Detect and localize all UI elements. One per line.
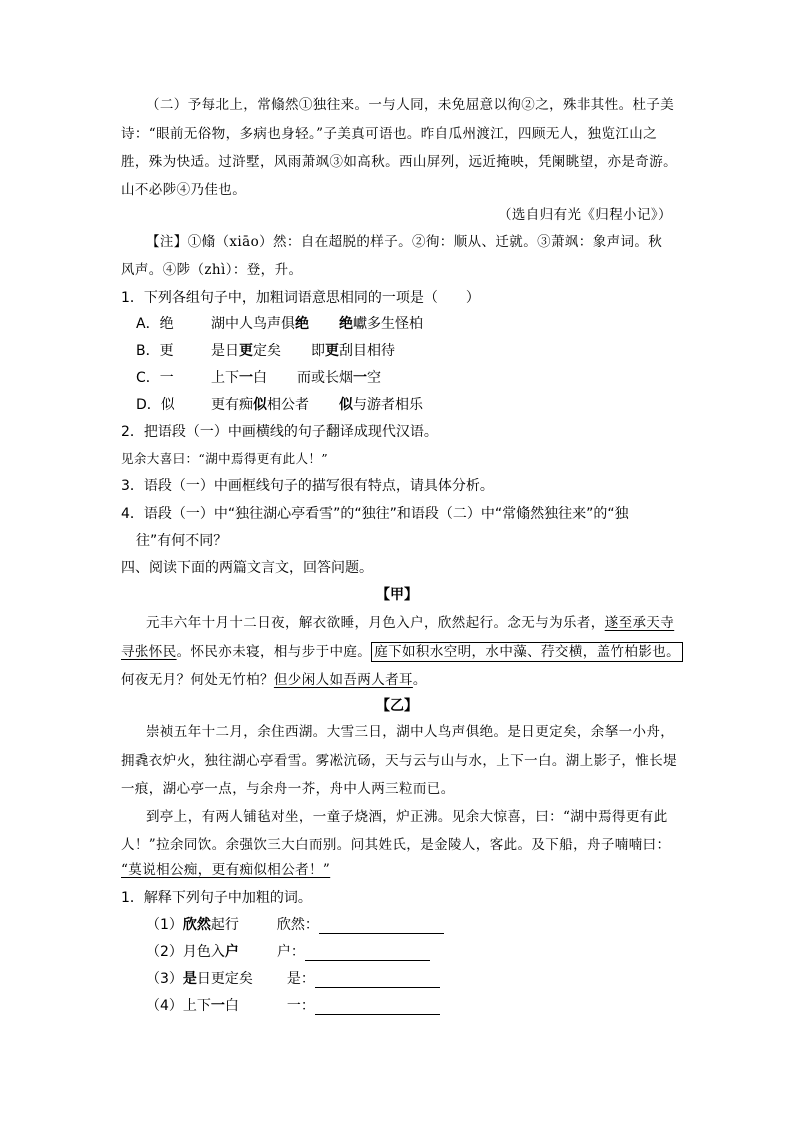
answer-blank-3[interactable] xyxy=(315,973,440,988)
yi-line1: 崇祯五年十二月，余住西湖。大雪三日，湖中人鸟声俱绝。是日更定矣，余拏一小舟， xyxy=(146,724,675,740)
vocab-num: （1） xyxy=(146,917,183,933)
passage2-source: （选自归有光《归程小记》） xyxy=(498,207,672,223)
option-c-sentence2-pre: 而或长烟 xyxy=(297,370,353,386)
option-b xyxy=(136,342,395,360)
jia-line1 xyxy=(146,614,674,632)
option-b-sentence2-pre: 即 xyxy=(311,343,325,359)
vocab-bold-word: 欣然 xyxy=(182,917,211,933)
option-b-sentence2-bold: 更 xyxy=(325,343,339,359)
option-a-sentence1: 湖中人鸟声俱 xyxy=(211,316,295,332)
vocab-bold-word: 户 xyxy=(224,944,239,960)
jia-line1-text: 元丰六年十月十二日夜，解衣欲睡，月色入户，欣然起行。念无与为乐者， xyxy=(146,615,605,631)
yi-line6 xyxy=(121,861,356,879)
passage2-note-line1: 【注】①翛（xiāo）然：自在超脱的样子。②徇：顺从、迁就。③萧飒：象声词。秋 xyxy=(146,234,663,250)
yi-title: 【乙】 xyxy=(376,698,418,714)
vocab-sentence xyxy=(183,970,287,988)
option-c-sentence1: 上下 xyxy=(211,370,239,386)
question-2: 2．把语段（一）中画横线的句子翻译成现代汉语。 xyxy=(121,424,438,440)
vocab-num: （3） xyxy=(146,971,183,987)
vocab-sentence xyxy=(183,943,277,961)
option-letter: D．似 xyxy=(136,397,175,413)
question-b1: 1．解释下列句子中加粗的词。 xyxy=(121,890,312,906)
vocab-term: 户： xyxy=(276,944,305,960)
vocab-sentence xyxy=(183,916,277,934)
vocab-sentence-pre: 上下 xyxy=(182,998,211,1014)
vocab-sentence-post: 白 xyxy=(224,998,239,1014)
question-4-line2: 往”有何不同？ xyxy=(136,533,228,549)
option-d-sentence1-rest: 相公者 xyxy=(267,397,309,413)
question-1: 1．下列各组句子中，加粗词语意思相同的一项是（ ） xyxy=(121,290,480,306)
option-letter: C．一 xyxy=(136,370,174,386)
option-d-sentence1: 更有痴 xyxy=(211,397,253,413)
option-b-sentence1-rest: 定矣 xyxy=(253,343,281,359)
option-a-sentence1-bold: 绝 xyxy=(295,316,309,332)
answer-blank-2[interactable] xyxy=(305,946,430,961)
passage2-line1: （二）予每北上，常翛然①独往来。一与人同，未免屈意以徇②之，殊非其性。杜子美 xyxy=(146,97,675,113)
question-3: 3．语段（一）中画框线句子的描写很有特点，请具体分析。 xyxy=(121,478,494,494)
vocab-item-1 xyxy=(146,916,444,934)
section-4-heading: 四、阅读下面的两篇文言文，回答问题。 xyxy=(121,560,373,576)
yi-line2: 拥毳衣炉火，独往湖心亭看雪。雾凇沆砀，天与云与山与水，上下一白。湖上影子，惟长堤 xyxy=(121,753,677,769)
vocab-num: （4） xyxy=(146,998,183,1014)
option-letter: A．绝 xyxy=(136,316,174,332)
jia-underlined-sentence-part2: 寻张怀民 xyxy=(121,644,177,660)
option-letter: B．更 xyxy=(136,343,174,359)
yi-line3: 一痕，湖心亭一点，与余舟一芥，舟中人两三粒而已。 xyxy=(121,781,455,797)
option-d-sentence1-bold: 似 xyxy=(253,397,267,413)
jia-line3-text: 何夜无月？何处无竹柏？ xyxy=(121,672,274,688)
jia-title: 【甲】 xyxy=(376,587,418,603)
option-c-sentence2-bold: 一 xyxy=(353,370,367,386)
vocab-item-2 xyxy=(146,943,430,961)
option-c-sentence1-rest: 白 xyxy=(253,370,267,386)
option-d-sentence2: 与游者相乐 xyxy=(353,397,423,413)
passage2-line2: 诗：“眼前无俗物，多病也身轻。”子美真可语也。昨自瓜州渡江，四顾无人，独览江山之 xyxy=(121,126,658,142)
option-c-sentence2: 空 xyxy=(367,370,381,386)
jia-underlined-sentence: 但少闲人如吾两人者耳 xyxy=(273,672,413,688)
question-4-line1: 4．语段（一）中“独往湖心亭看雪”的“独往”和语段（二）中“常翛然独往来”的“独 xyxy=(121,506,629,522)
vocab-sentence xyxy=(183,997,287,1015)
option-a-sentence2-bold: 绝 xyxy=(339,316,353,332)
jia-line2 xyxy=(121,643,683,661)
vocab-item-4 xyxy=(146,997,440,1015)
vocab-term: 一： xyxy=(286,998,315,1014)
vocab-term: 欣然： xyxy=(276,917,319,933)
vocab-sentence-post: 日更定矣 xyxy=(196,971,253,987)
vocab-num: （2） xyxy=(146,944,183,960)
jia-underlined-sentence-part1: 遂至承天寺 xyxy=(604,615,675,631)
passage2-line4: 山不必陟④乃佳也。 xyxy=(121,182,247,198)
yi-underlined-sentence: “莫说相公痴，更有痴似相公者！” xyxy=(121,862,331,878)
passage2-line3: 胜，殊为快适。过浒墅，风雨萧飒③如高秋。西山屏列，远近掩映，凭阑眺望，亦是奇游。 xyxy=(121,154,677,170)
vocab-sentence-post: 起行 xyxy=(210,917,239,933)
jia-line3-end: 。 xyxy=(412,672,427,688)
option-d xyxy=(136,396,423,414)
option-c-sentence1-bold: 一 xyxy=(239,370,253,386)
passage2-note-line2: 风声。④陟（zhì）：登，升。 xyxy=(121,262,303,278)
option-d-sentence2-bold: 似 xyxy=(339,397,353,413)
option-b-sentence1-bold: 更 xyxy=(239,343,253,359)
vocab-bold-word: 一 xyxy=(210,998,225,1014)
question-2-sentence: 见余大喜曰：“湖中焉得更有此人！” xyxy=(121,451,329,466)
jia-line3 xyxy=(121,671,427,689)
yi-line4: 到亭上，有两人铺毡对坐，一童子烧酒，炉正沸。见余大惊喜，曰：“湖中焉得更有此 xyxy=(146,809,668,825)
vocab-bold-word: 是 xyxy=(182,971,197,987)
option-a xyxy=(136,315,423,333)
option-a-sentence2: 巘多生怪柏 xyxy=(353,316,423,332)
option-c xyxy=(136,369,381,387)
answer-blank-1[interactable] xyxy=(319,919,444,934)
vocab-item-3 xyxy=(146,970,440,988)
jia-boxed-sentence: 庭下如积水空明，水中藻、荇交横，盖竹柏影也。 xyxy=(371,642,683,662)
option-b-sentence1: 是日 xyxy=(211,343,239,359)
yi-line5: 人！”拉余同饮。余强饮三大白而别。问其姓氏，是金陵人，客此。及下船，舟子喃喃曰： xyxy=(121,837,671,853)
option-b-sentence2: 刮目相待 xyxy=(339,343,395,359)
jia-line2-text: 。怀民亦未寝，相与步于中庭。 xyxy=(176,644,372,660)
vocab-term: 是： xyxy=(286,971,315,987)
answer-blank-4[interactable] xyxy=(315,1000,440,1015)
vocab-sentence-pre: 月色入 xyxy=(182,944,225,960)
